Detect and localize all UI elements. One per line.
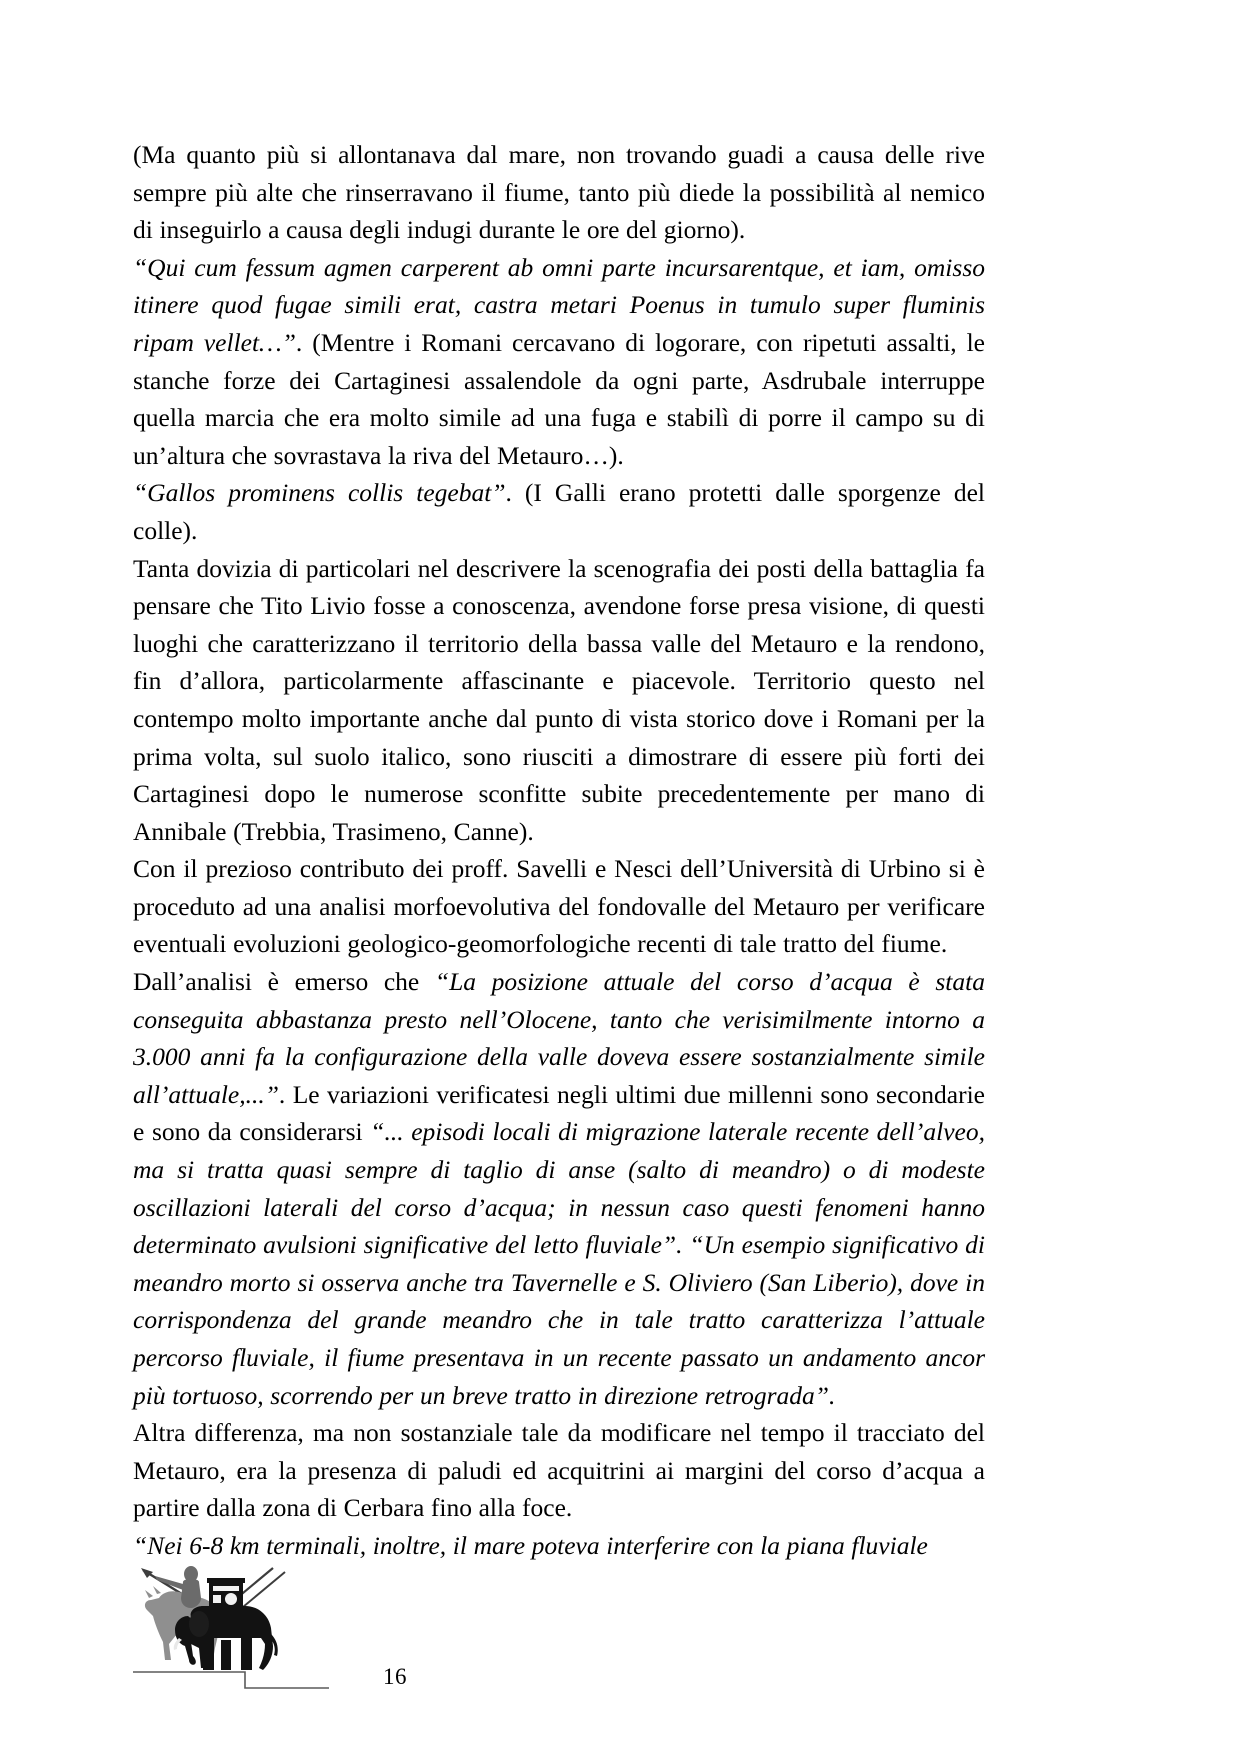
- paragraph-6-quote-two: “... episodi locali di migrazione laterale recente dell’alveo, ma si tratta quasi sempre di taglio di anse (salto di meandro) o di modeste oscillazioni laterali del corso d’acqua; in nessun caso questi fenomeni hanno determinato avulsioni significative del letto fluviale”. “Un esempio significativo di meandro morto si osserva anche tra Tavernelle e S. Oliviero (San Liberio), dove in corrispondenza del grande meandro che in tale tratto caratterizza l’attuale percorso fluviale, il fiume presentava in un recente passato un andamento ancor più tortuoso, scorrendo per un breve tratto in direzione retrograda”.: [133, 1117, 985, 1410]
- paragraph-1-run-normal: (Ma quanto più si allontanava dal mare, non trovando guadi a causa delle rive sempre più alte che rinserravano il fiume, tanto più diede la possibilità al nemico di inseguirlo a causa degli indugi durante le ore del giorno).: [133, 140, 985, 245]
- paragraph-2-latin-quote: “Qui cum fessum agmen carperent ab omni parte incursarentque, et iam, omisso itinere quod fugae simili erat, castra metari Poenus in tumulo super fluminis ripam vellet…”: [133, 252, 985, 357]
- paragraph-7: [133, 1414, 985, 1527]
- paragraph-6-bridge: . Le variazioni verificatesi negli ultimi due millenni sono secondarie e sono da considerarsi: [133, 1079, 985, 1147]
- paragraph-8-quote-start: “Nei 6-8 km terminali, inoltre, il mare poteva interferire con la piana fluviale: [133, 1530, 928, 1560]
- paragraph-6: [133, 963, 985, 1414]
- page-footer: [133, 1564, 633, 1754]
- paragraph-8: [133, 1527, 985, 1565]
- paragraph-5-run-normal: Con il prezioso contributo dei proff. Savelli e Nesci dell’Università di Urbino si è proceduto ad una analisi morfoevolutiva del fondovalle del Metauro per verificare eventuali evoluzioni geologico-geomorfologiche recenti di tale tratto del fiume.: [133, 854, 985, 959]
- horseman-and-war-elephant-emblem-icon: [133, 1564, 363, 1704]
- paragraph-6-quote-one: “La posizione attuale del corso d’acqua è stata conseguita abbastanza presto nell’Olocene, tanto che verisimilmente intorno a 3.000 anni fa la configurazione della valle doveva essere sostanzialmente simile all’attuale,...”: [133, 967, 985, 1109]
- paragraph-4: [133, 550, 985, 851]
- paragraph-3: [133, 474, 985, 549]
- paragraph-2: [133, 249, 985, 475]
- page-body-text: [133, 136, 985, 1565]
- paragraph-5: [133, 850, 985, 963]
- paragraph-7-run-normal: Altra differenza, ma non sostanziale tale da modificare nel tempo il tracciato del Metauro, era la presenza di paludi ed acquitrini ai margini del corso d’acqua a partire dalla zona di Cerbara fino alla foce.: [133, 1418, 985, 1523]
- page-number: 16: [383, 1664, 407, 1689]
- paragraph-1: [133, 136, 985, 249]
- paragraph-2-translation: . (Mentre i Romani cercavano di logorare, con ripetuti assalti, le stanche forze dei Cartaginesi assalendole da ogni parte, Asdrubale interruppe quella marcia che era molto simile ad una fuga e stabilì di porre il campo su di un’altura che sovrastava la riva del Metauro…).: [133, 327, 985, 470]
- paragraph-3-translation: . (I Galli erano protetti dalle sporgenze del colle).: [133, 478, 985, 545]
- paragraph-3-latin-quote: “Gallos prominens collis tegebat”: [133, 478, 506, 508]
- paragraph-4-run-normal: Tanta dovizia di particolari nel descrivere la scenografia dei posti della battaglia fa pensare che Tito Livio fosse a conoscenza, avendone forse presa visione, di questi luoghi che caratterizzano il territorio della bassa valle del Metauro e la rendono, fin d’allora, particolarmente affascinante e piacevole. Territorio questo nel contempo molto importante anche dal punto di vista storico dove i Romani per la prima volta, sul suolo italico, sono riusciti a dimostrare di essere più forti dei Cartaginesi dopo le numerose sconfitte subite precedentemente per mano di Annibale (Trebbia, Trasimeno, Canne).: [133, 553, 985, 846]
- paragraph-6-intro: Dall’analisi è emerso che: [133, 967, 435, 997]
